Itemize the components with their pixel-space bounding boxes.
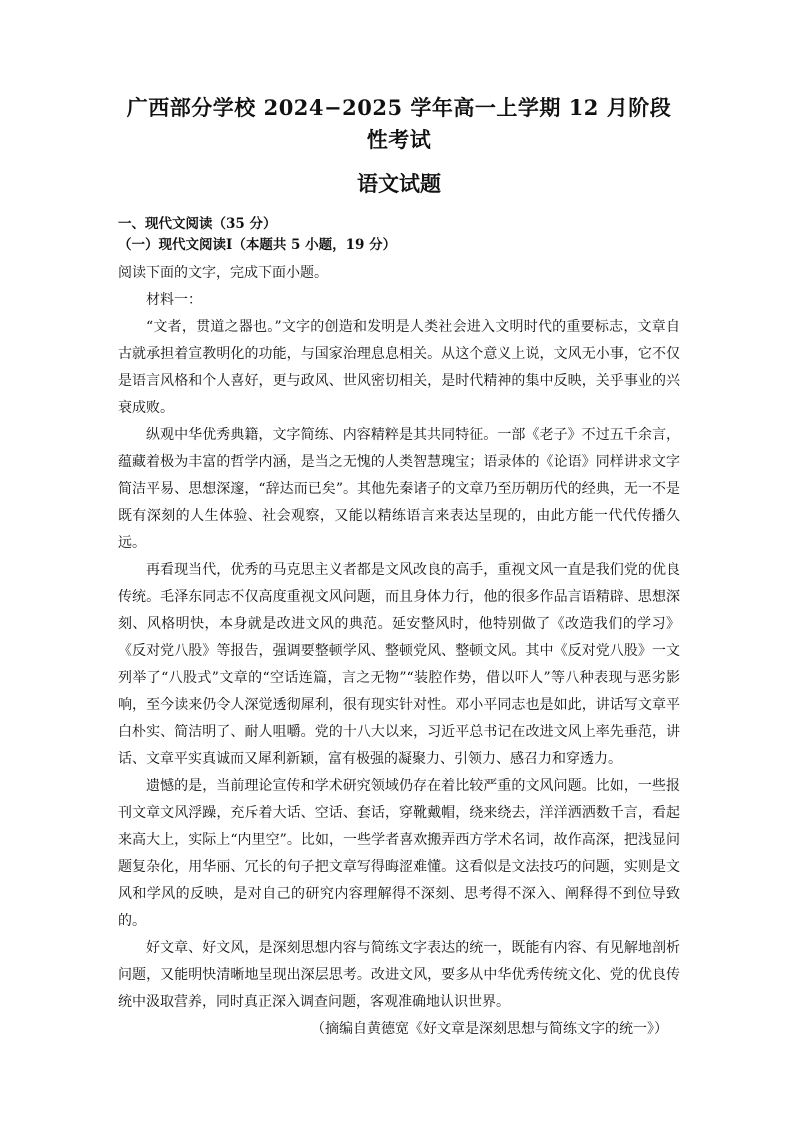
paragraph-3: 再看现当代，优秀的马克思主义者都是文风改良的高手，重视文风一直是我们党的优良传统。毛泽东同志不仅高度重视文风问题，而且身体力行，他的很多作品言语精辟、思想深刻、风格明快，本身就是改进文风的典范。延安整风时，他特别做了《改造我们的学习》《反对党八股》等报告，强调要整顿学风、整顿党风、整顿文风。其中《反对党八股》一文列举了“八股式”文章的“空话连篇，言之无物”“装腔作势，借以吓人”等八种表现与恶劣影响，至今读来仍令人深觉透彻犀利，很有现实针对性。邓小平同志也是如此，讲话写文章平白朴实、简洁明了、耐人咀嚼。党的十八大以来，习近平总书记在改进文风上率先垂范，讲话、文章平实真诚而又犀利新颖，富有极强的凝聚力、引领力、感召力和穿透力。	[118, 562, 680, 767]
section-subheading: （一）现代文阅读Ⅰ（本题共 5 小题，19 分）	[118, 237, 397, 253]
exam-title: 广西部分学校 2024−2025 学年高一上学期 12 月阶段性考试	[126, 95, 672, 152]
paragraph-4: 遗憾的是，当前理论宣传和学术研究领域仍存在着比较严重的文风问题。比如，一些报刊文章文风浮躁，充斥着大话、空话、套话，穿靴戴帽，绕来绕去，洋洋洒洒数千言，看起来高大上，实际上“内里空”。比如，一些学者喜欢搬弄西方学术名词，故作高深，把浅显问题复杂化，用华丽、冗长的句子把文章写得晦涩难懂。这看似是文法技巧的问题，实则是文风和学风的反映，是对自己的研究内容理解得不深刻、思考得不深入、阐释得不到位导致的。	[118, 778, 680, 929]
section-heading: 一、现代文阅读（35 分）	[118, 216, 277, 232]
paragraph-1: “文者，贯道之器也。”文字的创造和发明是人类社会进入文明时代的重要标志，文章自古就承担着宣教明化的功能，与国家治理息息相关。从这个意义上说，文风无小事，它不仅是语言风格和个人喜好，更与政风、世风密切相关，是时代精神的集中反映，关乎事业的兴衰成败。	[118, 319, 680, 416]
exam-page	[118, 92, 680, 1043]
paragraph-5: 好文章、好文风，是深刻思想内容与简练文字表达的统一，既能有内容、有见解地剖析问题，又能明快清晰地呈现出深层思考。改进文风，要多从中华优秀传统文化、党的优良传统中汲取营养，同时真正深入调查问题，客观准确地认识世界。	[118, 940, 680, 1010]
reading-instruction: 阅读下面的文字，完成下面小题。	[118, 265, 328, 281]
material-label: 材料一：	[146, 292, 202, 308]
paragraph-2: 纵观中华优秀典籍，文字简练、内容精粹是其共同特征。一部《老子》不过五千余言，蕴藏着极为丰富的哲学内涵，是当之无愧的人类智慧瑰宝；语录体的《论语》同样讲求文字简洁平易、思想深邃，“辞达而已矣”。其他先秦诸子的文章乃至历朝历代的经典，无一不是既有深刻的人生体验、社会观察，又能以精练语言来表达呈现的，由此方能一代代传播久远。	[118, 427, 680, 551]
source-citation: （摘编自黄德宽《好文章是深刻思想与简练文字的统一》）	[311, 1021, 668, 1037]
exam-subtitle: 语文试题	[357, 171, 441, 196]
